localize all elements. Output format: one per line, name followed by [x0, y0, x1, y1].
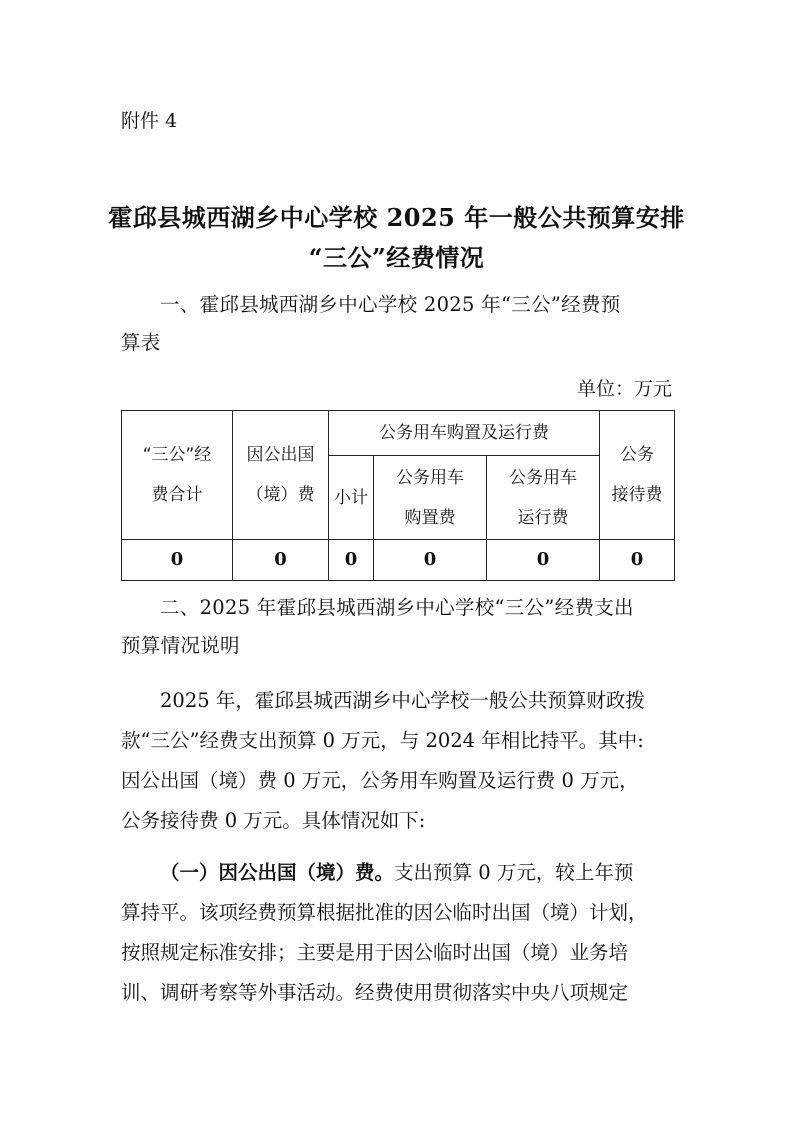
para2-line1: [160, 857, 674, 885]
unit-label: 单位：万元: [576, 378, 672, 400]
budget-table: [121, 410, 675, 581]
header-reception-line1: 公务: [620, 445, 654, 465]
value-total: 0: [122, 540, 233, 581]
para2-line2: 算持平。该项经费预算根据批准的因公临时出国（境）计划，: [121, 901, 648, 924]
header-reception: [600, 411, 675, 540]
header-running-line2: 运行费: [517, 507, 569, 528]
section2-heading-line1: 二、2025 年霍邱县城西湖乡中心学校“三公”经费支出: [160, 596, 634, 619]
value-reception: 0: [600, 540, 675, 581]
para2-line3: 按照规定标准安排；主要是用于因公临时出国（境）业务培: [121, 941, 629, 964]
header-purchase-line2: 购置费: [404, 507, 456, 528]
para2-line1-rest: 支出预算 0 万元，较上年预: [394, 861, 634, 884]
para2-heading: （一）因公出国（境）费。: [160, 861, 395, 884]
header-subtotal: 小计: [329, 456, 374, 540]
header-running-line1: 公务用车: [509, 467, 577, 488]
section1-heading-line2: 算表: [121, 331, 161, 354]
attachment-label: 附件 4: [121, 110, 178, 132]
value-subtotal: 0: [329, 540, 374, 581]
para1-line4: 公务接待费 0 万元。具体情况如下:: [121, 809, 426, 832]
header-reception-line2: 接待费: [611, 485, 663, 505]
header-abroad: [233, 411, 329, 540]
header-abroad-line2: （境）费: [246, 485, 315, 505]
header-total-line2: 费合计: [151, 485, 203, 505]
header-purchase-line1: 公务用车: [396, 467, 464, 488]
para1-line2: 款“三公”经费支出预算 0 万元，与 2024 年相比持平。其中:: [121, 729, 644, 752]
header-total: [122, 411, 233, 540]
header-vehicle: 公务用车购置及运行费: [329, 411, 600, 456]
document-title-line2: “三公”经费情况: [308, 243, 485, 272]
section2-heading-line2: 预算情况说明: [121, 634, 240, 657]
header-vehicle-running: [487, 456, 600, 540]
header-abroad-line1: 因公出国: [246, 445, 315, 465]
section1-heading-line1: 一、霍邱县城西湖乡中心学校 2025 年“三公”经费预: [160, 293, 621, 316]
para2-line4: 训、调研考察等外事活动。经费使用贯彻落实中央八项规定: [121, 981, 629, 1004]
para1-line3: 因公出国（境）费 0 万元，公务用车购置及运行费 0 万元，: [121, 769, 639, 792]
document-title-line1: 霍邱县城西湖乡中心学校 2025 年一般公共预算安排: [108, 203, 685, 232]
value-abroad: 0: [233, 540, 329, 581]
header-total-line1: “三公”经: [142, 445, 212, 465]
para1-line1: 2025 年，霍邱县城西湖乡中心学校一般公共预算财政拨: [160, 689, 645, 712]
value-vehicle-purchase: 0: [374, 540, 487, 581]
header-vehicle-purchase: [374, 456, 487, 540]
value-vehicle-running: 0: [487, 540, 600, 581]
